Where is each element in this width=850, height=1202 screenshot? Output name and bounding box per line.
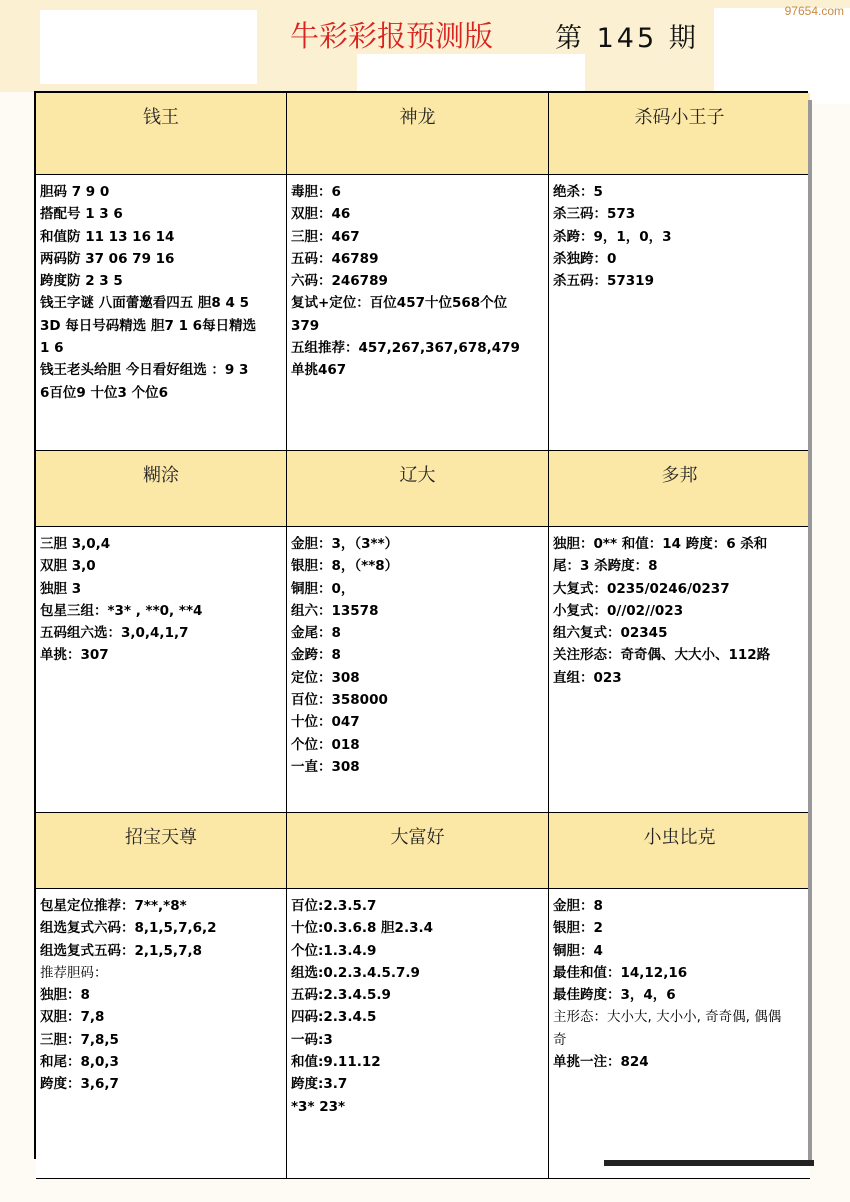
prediction-line: 金胆：8	[553, 898, 603, 914]
page-title: 牛彩彩报预测版	[290, 19, 494, 53]
section-body	[36, 175, 287, 451]
prediction-line: 小复式：0//02//023	[553, 602, 684, 619]
prediction-line: 铜胆：0，	[291, 580, 355, 597]
section-title: 糊涂	[143, 465, 179, 486]
section-body	[287, 175, 549, 451]
prediction-line: 奇	[553, 1031, 567, 1048]
prediction-line: 一直：308	[291, 758, 360, 775]
prediction-line: 和值:9.11.12	[291, 1054, 381, 1071]
prediction-line: 单挑：307	[40, 647, 109, 664]
prediction-line: 独胆：0** 和值：14 跨度：6 杀和	[553, 536, 768, 552]
section-header	[36, 813, 287, 889]
prediction-line: 银胆：2	[553, 920, 603, 937]
prediction-line: 组选:0.2.3.4.5.7.9	[291, 964, 420, 981]
section-title: 钱王	[143, 107, 179, 128]
prediction-line: 五码：46789	[291, 250, 379, 267]
section-title: 小虫比克	[643, 827, 716, 848]
prediction-line: 两码防 37 06 79 16	[40, 250, 175, 267]
section-header	[549, 451, 810, 527]
prediction-line: 三胆 3,0,4	[40, 536, 111, 552]
prediction-line: 五码:2.3.4.5.9	[291, 987, 391, 1004]
prediction-line: 个位：018	[291, 736, 360, 753]
prediction-line: 最佳跨度：3，4，6	[553, 987, 676, 1004]
prediction-line: 杀独跨：0	[553, 250, 617, 267]
prediction-line: 大复式：0235/0246/0237	[553, 580, 730, 597]
prediction-line: 金跨：8	[291, 647, 341, 664]
prediction-line: *3* 23*	[291, 1098, 346, 1115]
blank-patch-right	[714, 8, 850, 104]
prediction-line: 个位:1.3.4.9	[291, 942, 377, 959]
prediction-line: 杀跨：9，1，0，3	[553, 228, 672, 245]
section-body	[549, 527, 810, 813]
prediction-line: 最佳和值：14,12,16	[553, 964, 688, 981]
prediction-line: 钱王字谜 八面蕾邀看四五 胆8 4 5	[40, 295, 249, 312]
prediction-line: 379	[291, 317, 320, 334]
section-header	[36, 451, 287, 527]
prediction-line: 银胆：8，（**8）	[291, 558, 399, 575]
section-body	[287, 527, 549, 813]
prediction-line: 独胆：8	[40, 987, 90, 1004]
blank-patch-center	[357, 54, 585, 92]
section-header	[287, 451, 549, 527]
prediction-line: 1 6	[40, 340, 64, 357]
blank-patch-left	[40, 10, 257, 84]
prediction-line: 五组推荐：457,267,367,678,479	[291, 340, 520, 357]
prediction-line: 一码:3	[291, 1031, 333, 1048]
prediction-line: 绝杀：5	[553, 184, 603, 200]
prediction-line: 主形态：大小大, 大小小, 奇奇偶, 偶偶	[553, 1009, 782, 1026]
prediction-line: 包星定位推荐：7**,*8*	[40, 898, 187, 914]
prediction-line: 六码：246789	[291, 273, 388, 290]
prediction-line: 独胆 3	[40, 580, 82, 597]
grid-shadow-bottom	[604, 1160, 814, 1166]
section-header	[36, 93, 287, 175]
prediction-line: 三胆：7,8,5	[40, 1031, 119, 1048]
prediction-line: 6百位9 十位3 个位6	[40, 384, 168, 401]
prediction-line: 百位:2.3.5.7	[291, 898, 377, 914]
prediction-line: 跨度防 2 3 5	[40, 273, 123, 290]
prediction-line: 推荐胆码：	[40, 964, 108, 981]
prediction-line: 复试+定位：百位457十位568个位	[291, 295, 508, 312]
prediction-line: 双胆：7,8	[40, 1009, 105, 1026]
prediction-line: 直组：023	[553, 669, 622, 686]
prediction-line: 和尾：8,0,3	[40, 1054, 119, 1071]
section-body	[549, 175, 810, 451]
section-body	[36, 889, 287, 1179]
section-header	[549, 813, 810, 889]
section-header	[549, 93, 810, 175]
section-body	[549, 889, 810, 1179]
section-header	[287, 813, 549, 889]
prediction-line: 十位：047	[291, 714, 360, 731]
prediction-line: 单挑一注：824	[553, 1054, 649, 1071]
prediction-line: 钱王老头给胆 今日看好组选 ：9 3	[40, 362, 249, 379]
prediction-line: 和值防 11 13 16 14	[40, 228, 175, 245]
prediction-line: 组选复式五码：2,1,5,7,8	[40, 942, 202, 959]
prediction-line: 三胆：467	[291, 228, 360, 245]
prediction-line: 组选复式六码：8,1,5,7,6,2	[40, 920, 217, 937]
prediction-line: 十位:0.3.6.8 胆2.3.4	[291, 920, 433, 937]
prediction-line: 跨度:3.7	[291, 1076, 348, 1093]
prediction-line: 毒胆：6	[291, 184, 341, 200]
prediction-line: 金胆：3，（3**）	[291, 536, 399, 552]
issue-number: 第 145 期	[555, 23, 699, 54]
prediction-line: 定位：308	[291, 669, 360, 686]
prediction-line: 尾：3 杀跨度：8	[553, 558, 658, 575]
section-title: 辽大	[399, 465, 436, 486]
section-title: 神龙	[399, 107, 436, 128]
section-body	[36, 527, 287, 813]
prediction-line: 关注形态：奇奇偶、大大小、112路	[553, 647, 771, 664]
prediction-line: 五码组六选：3,0,4,1,7	[40, 625, 189, 642]
section-title: 杀码小王子	[634, 107, 725, 128]
section-header	[287, 93, 549, 175]
prediction-line: 四码:2.3.4.5	[291, 1009, 377, 1026]
prediction-line: 杀五码：57319	[553, 273, 654, 290]
prediction-line: 双胆 3,0	[40, 558, 96, 575]
prediction-line: 跨度：3,6,7	[40, 1076, 119, 1093]
prediction-line: 组六：13578	[291, 602, 379, 619]
prediction-line: 搭配号 1 3 6	[40, 206, 123, 223]
section-title: 多邦	[661, 465, 698, 486]
prediction-line: 包星三组：*3* , **0, **4	[40, 602, 203, 619]
prediction-line: 杀三码：573	[553, 206, 636, 223]
prediction-line: 组六复式：02345	[553, 625, 668, 642]
prediction-line: 单挑467	[291, 362, 347, 379]
section-title: 大富好	[390, 827, 445, 848]
prediction-line: 3D 每日号码精选 胆7 1 6每日精选	[40, 317, 257, 334]
prediction-line: 百位：358000	[291, 692, 388, 709]
prediction-grid	[34, 91, 808, 1159]
section-body	[287, 889, 549, 1179]
prediction-line: 胆码 7 9 0	[40, 184, 110, 200]
section-title: 招宝天尊	[125, 827, 197, 848]
prediction-line: 金尾：8	[291, 625, 341, 642]
site-watermark: 97654.com	[784, 4, 844, 18]
prediction-line: 双胆：46	[291, 206, 351, 223]
grid-shadow-right	[808, 100, 812, 1162]
prediction-line: 铜胆：4	[553, 942, 603, 959]
